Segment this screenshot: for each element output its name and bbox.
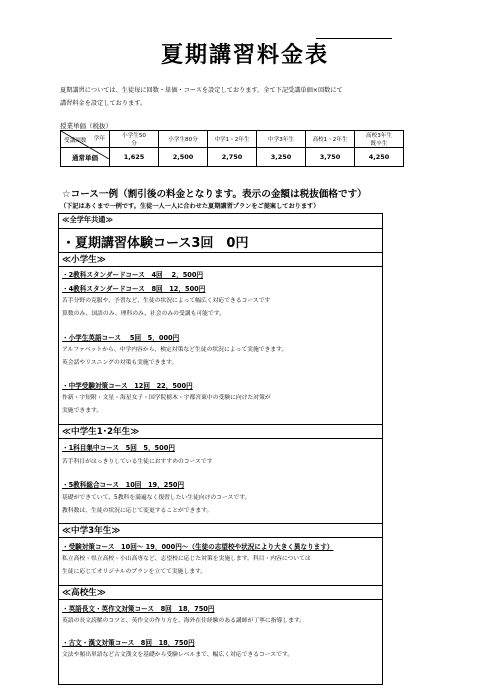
course-item: ・5教科総合コース 10回 19，250円 — [62, 481, 185, 489]
course-item: ・4教科スタンダードコース 8回 12，500円 — [62, 285, 206, 293]
desc-line: アルファベットから、中学内容から、検定対策など生徒の状況によって実施できます。 — [62, 347, 288, 353]
divider — [59, 438, 382, 439]
price-col-head — [159, 131, 208, 148]
course-box — [58, 213, 383, 685]
col-head-line: 分 — [131, 141, 137, 147]
section-common: ≪全学年共通≫ — [62, 215, 113, 224]
course-desc: 英語の長文読解のコツと、英作文の作り方を、海外在住経験のある講師が丁寧に指導します。 — [62, 618, 306, 624]
desc-line: 生徒に応じてオリジナルのプランを立てて実施します。 — [62, 569, 207, 575]
col-head-line: 中学1・2年生 — [214, 137, 250, 143]
course-item: ・古文・漢文対策コース 8回 18，750円 — [62, 639, 195, 647]
section-elementary: ≪小学生≫ — [62, 255, 106, 265]
desc-line: 私立高校・県立高校・小山高専など、志望校に応じた対策を実施します。科目・内容については — [62, 556, 311, 562]
course-subheading: （下記はあくまで一例です。生徒一人一人に合わせた夏期講習プランをご提案しております） — [60, 203, 320, 210]
trial-course: ・夏期講習体験コース3回 0円 — [62, 236, 249, 251]
course-desc — [62, 492, 380, 518]
course-desc: 苦手科目がはっきりしている生徒におすすめのコースです — [62, 459, 213, 465]
col-head-line: 既卒生 — [370, 141, 388, 147]
course-desc — [62, 392, 380, 418]
course-item: ・小学生英語コース 5回 5，000円 — [62, 334, 180, 342]
desc-line: 作新・宇短附・文星・海星女子・国学院栃木・宇都宮東中の受験に向けた対策が — [62, 395, 271, 401]
row-label: 通常単価 — [61, 148, 110, 167]
intro-text — [60, 84, 440, 110]
section-jh12: ≪中学生1･2年生≫ — [62, 427, 140, 437]
divider — [59, 252, 382, 253]
intro-line-1: 夏期講習については、生徒毎に回数・単価・コースを設定しております。全て下記受講単価×回数にて — [60, 87, 343, 94]
course-heading: ☆コース一例（割引後の料金となります。表示の金額は税抜価格です） — [62, 189, 367, 200]
corner-grade-label: 学年 — [93, 136, 105, 142]
price-value: 3,750 — [306, 148, 355, 167]
intro-line-2: 講習料金を設定しております。 — [60, 100, 147, 107]
col-head-line: 小学生50 — [122, 133, 146, 139]
price-value: 2,750 — [208, 148, 257, 167]
price-value: 4,250 — [355, 148, 404, 167]
desc-line: 教科数は、生徒の状況に応じて変更することができます。 — [62, 508, 213, 514]
price-value: 1,625 — [110, 148, 159, 167]
course-item: ・中学受験対策コース 12回 22，500円 — [62, 382, 193, 390]
course-desc: 文法や頻出単語など古文漢文を基礎から受験レベルまで、幅広く対応できるコースです。 — [62, 652, 294, 658]
price-col-head — [110, 131, 159, 148]
corner-sessions-label: 受講回数 — [64, 138, 87, 144]
section-highschool: ≪高校生≫ — [62, 588, 106, 598]
course-item: ・英語長文・英作文対策コース 8回 18，750円 — [62, 605, 215, 613]
course-desc — [62, 295, 380, 321]
course-desc — [62, 344, 380, 370]
section-jh3: ≪中学3年生≫ — [62, 526, 121, 536]
price-value: 3,250 — [257, 148, 306, 167]
desc-line: 苦手分野の克服や、予習など、生徒の状況によって幅広く対応できるコースです — [62, 298, 271, 304]
price-col-head — [306, 131, 355, 148]
price-table-corner — [61, 131, 110, 148]
divider — [59, 599, 382, 600]
divider — [59, 585, 382, 586]
course-item: ・受験対策コース 10回～ 19，000円～（生徒の志望校や状況により大きく異なります） — [62, 543, 334, 551]
course-desc — [62, 553, 380, 579]
price-col-head — [257, 131, 306, 148]
col-head-line: 小学生80分 — [168, 137, 198, 143]
desc-line: 英会話やリスニングの対策も実施できます。 — [62, 360, 178, 366]
course-item: ・1科目集中コース 5回 5，500円 — [62, 444, 175, 452]
page-title: 夏期講習料金表 — [160, 43, 329, 68]
col-head-line: 高校3年生 — [366, 133, 392, 139]
price-table-header-row — [61, 131, 404, 148]
desc-line: 算数のみ、国語のみ、理科のみ、社会のみの受講も可能です。 — [62, 311, 225, 317]
col-head-line: 中学3年生 — [268, 137, 294, 143]
price-table — [60, 130, 404, 167]
desc-line: 基礎ができていて、5教科を満遍なく復習したい生徒向けのコースです。 — [62, 495, 251, 501]
desc-line: 実施できます。 — [62, 408, 103, 414]
divider — [59, 537, 382, 538]
price-col-head — [355, 131, 404, 148]
price-value: 2,500 — [159, 148, 208, 167]
price-col-head — [208, 131, 257, 148]
divider — [59, 266, 382, 267]
price-table-value-row — [61, 148, 404, 167]
col-head-line: 高校1・2年生 — [312, 137, 348, 143]
divider — [59, 228, 382, 229]
course-item: ・2教科スタンダードコース 4回 2，500円 — [62, 271, 204, 279]
title-rule — [316, 38, 392, 39]
price-table-caption: 授業単価（税抜） — [60, 122, 112, 130]
